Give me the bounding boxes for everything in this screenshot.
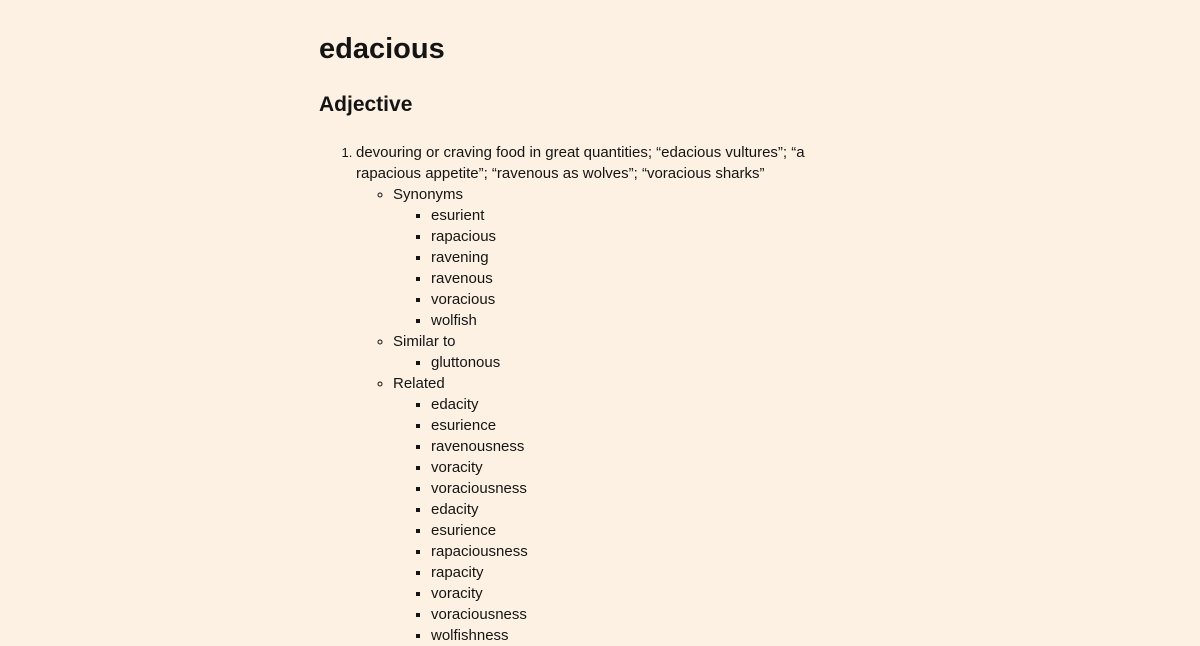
entry-word: edacious — [319, 33, 445, 65]
sense-list — [319, 142, 859, 646]
relation-group-list — [356, 184, 859, 646]
relation-group-label: Similar to — [393, 333, 456, 350]
related-item: ▪ voraciousness — [431, 604, 859, 625]
related-item: ▪ voraciousness — [431, 478, 859, 499]
related-item: ▪ esurience — [431, 520, 859, 541]
related-item: ▪ rapaciousness — [431, 541, 859, 562]
related-item: ▪ rapacity — [431, 562, 859, 583]
relation-group-label: Related — [393, 375, 445, 392]
entry-content — [319, 30, 859, 646]
synonym-list — [393, 205, 859, 331]
relation-group-label: Synonyms — [393, 186, 464, 203]
related-item: ▪ voracity — [431, 457, 859, 478]
relation-group-synonyms — [393, 184, 859, 331]
related-item: ▪ wolfishness — [431, 625, 859, 646]
similar-to-list — [393, 352, 859, 373]
sense-item — [356, 142, 859, 646]
relation-group-similar-to — [393, 331, 859, 373]
synonym-item: ▪ ravenous — [431, 268, 859, 289]
synonym-item: ▪ esurient — [431, 205, 859, 226]
sense-definition: devouring or craving food in great quantities; “edacious vultures”; “a rapacious appetite”; “ravenous as wolves”; “voracious sharks” — [356, 144, 805, 182]
related-item: ▪ ravenousness — [431, 436, 859, 457]
synonym-item: ▪ voracious — [431, 289, 859, 310]
related-item: ▪ edacity — [431, 499, 859, 520]
related-list — [393, 394, 859, 646]
part-of-speech-heading: Adjective — [319, 93, 413, 116]
relation-group-related — [393, 373, 859, 646]
synonym-item: ▪ wolfish — [431, 310, 859, 331]
related-item: ▪ edacity — [431, 394, 859, 415]
synonym-item: ▪ ravening — [431, 247, 859, 268]
similar-to-item: ▪ gluttonous — [431, 352, 859, 373]
synonym-item: ▪ rapacious — [431, 226, 859, 247]
related-item: ▪ voracity — [431, 583, 859, 604]
related-item: ▪ esurience — [431, 415, 859, 436]
